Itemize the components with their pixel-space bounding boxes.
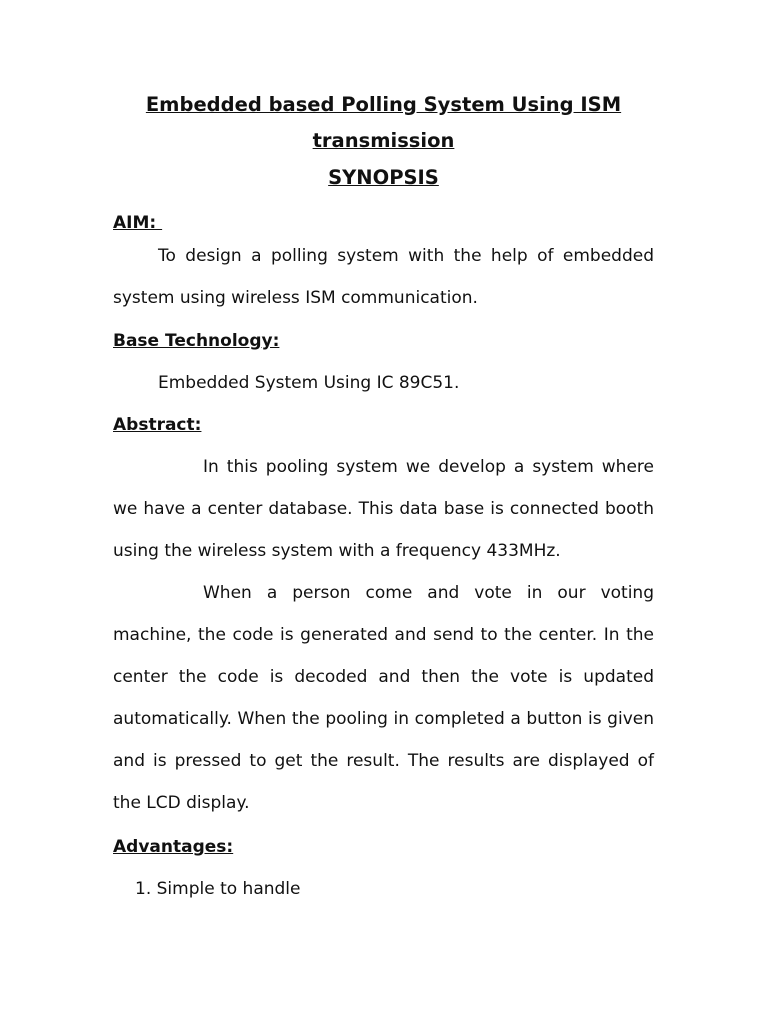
abstract-heading: Abstract:	[113, 415, 202, 435]
abstract-paragraph-1: In this pooling system we develop a system where we have a center database. This data base is connected booth using the wireless system with a frequency 433MHz.	[113, 457, 654, 561]
base-technology-heading: Base Technology:	[113, 331, 280, 351]
base-technology-text: Embedded System Using IC 89C51.	[158, 373, 460, 393]
advantages-list	[113, 878, 300, 900]
aim-heading: AIM:	[113, 213, 163, 233]
document-title-line-2: transmission	[312, 129, 455, 152]
list-item: 1. Simple to handle	[135, 879, 301, 899]
document-title-line-1: Embedded based Polling System Using ISM	[145, 93, 622, 116]
advantages-heading: Advantages:	[113, 837, 234, 857]
aim-text: To design a polling system with the help of embedded system using wireless ISM communication.	[113, 246, 654, 308]
document-subtitle: SYNOPSIS	[328, 166, 439, 189]
abstract-paragraph-2: When a person come and vote in our voting machine, the code is generated and send to the center. In the center the code is decoded and then the vote is updated automatically. When the pooling in completed a button is given and is pressed to get the result. The results are displayed of the LCD display.	[113, 583, 654, 813]
